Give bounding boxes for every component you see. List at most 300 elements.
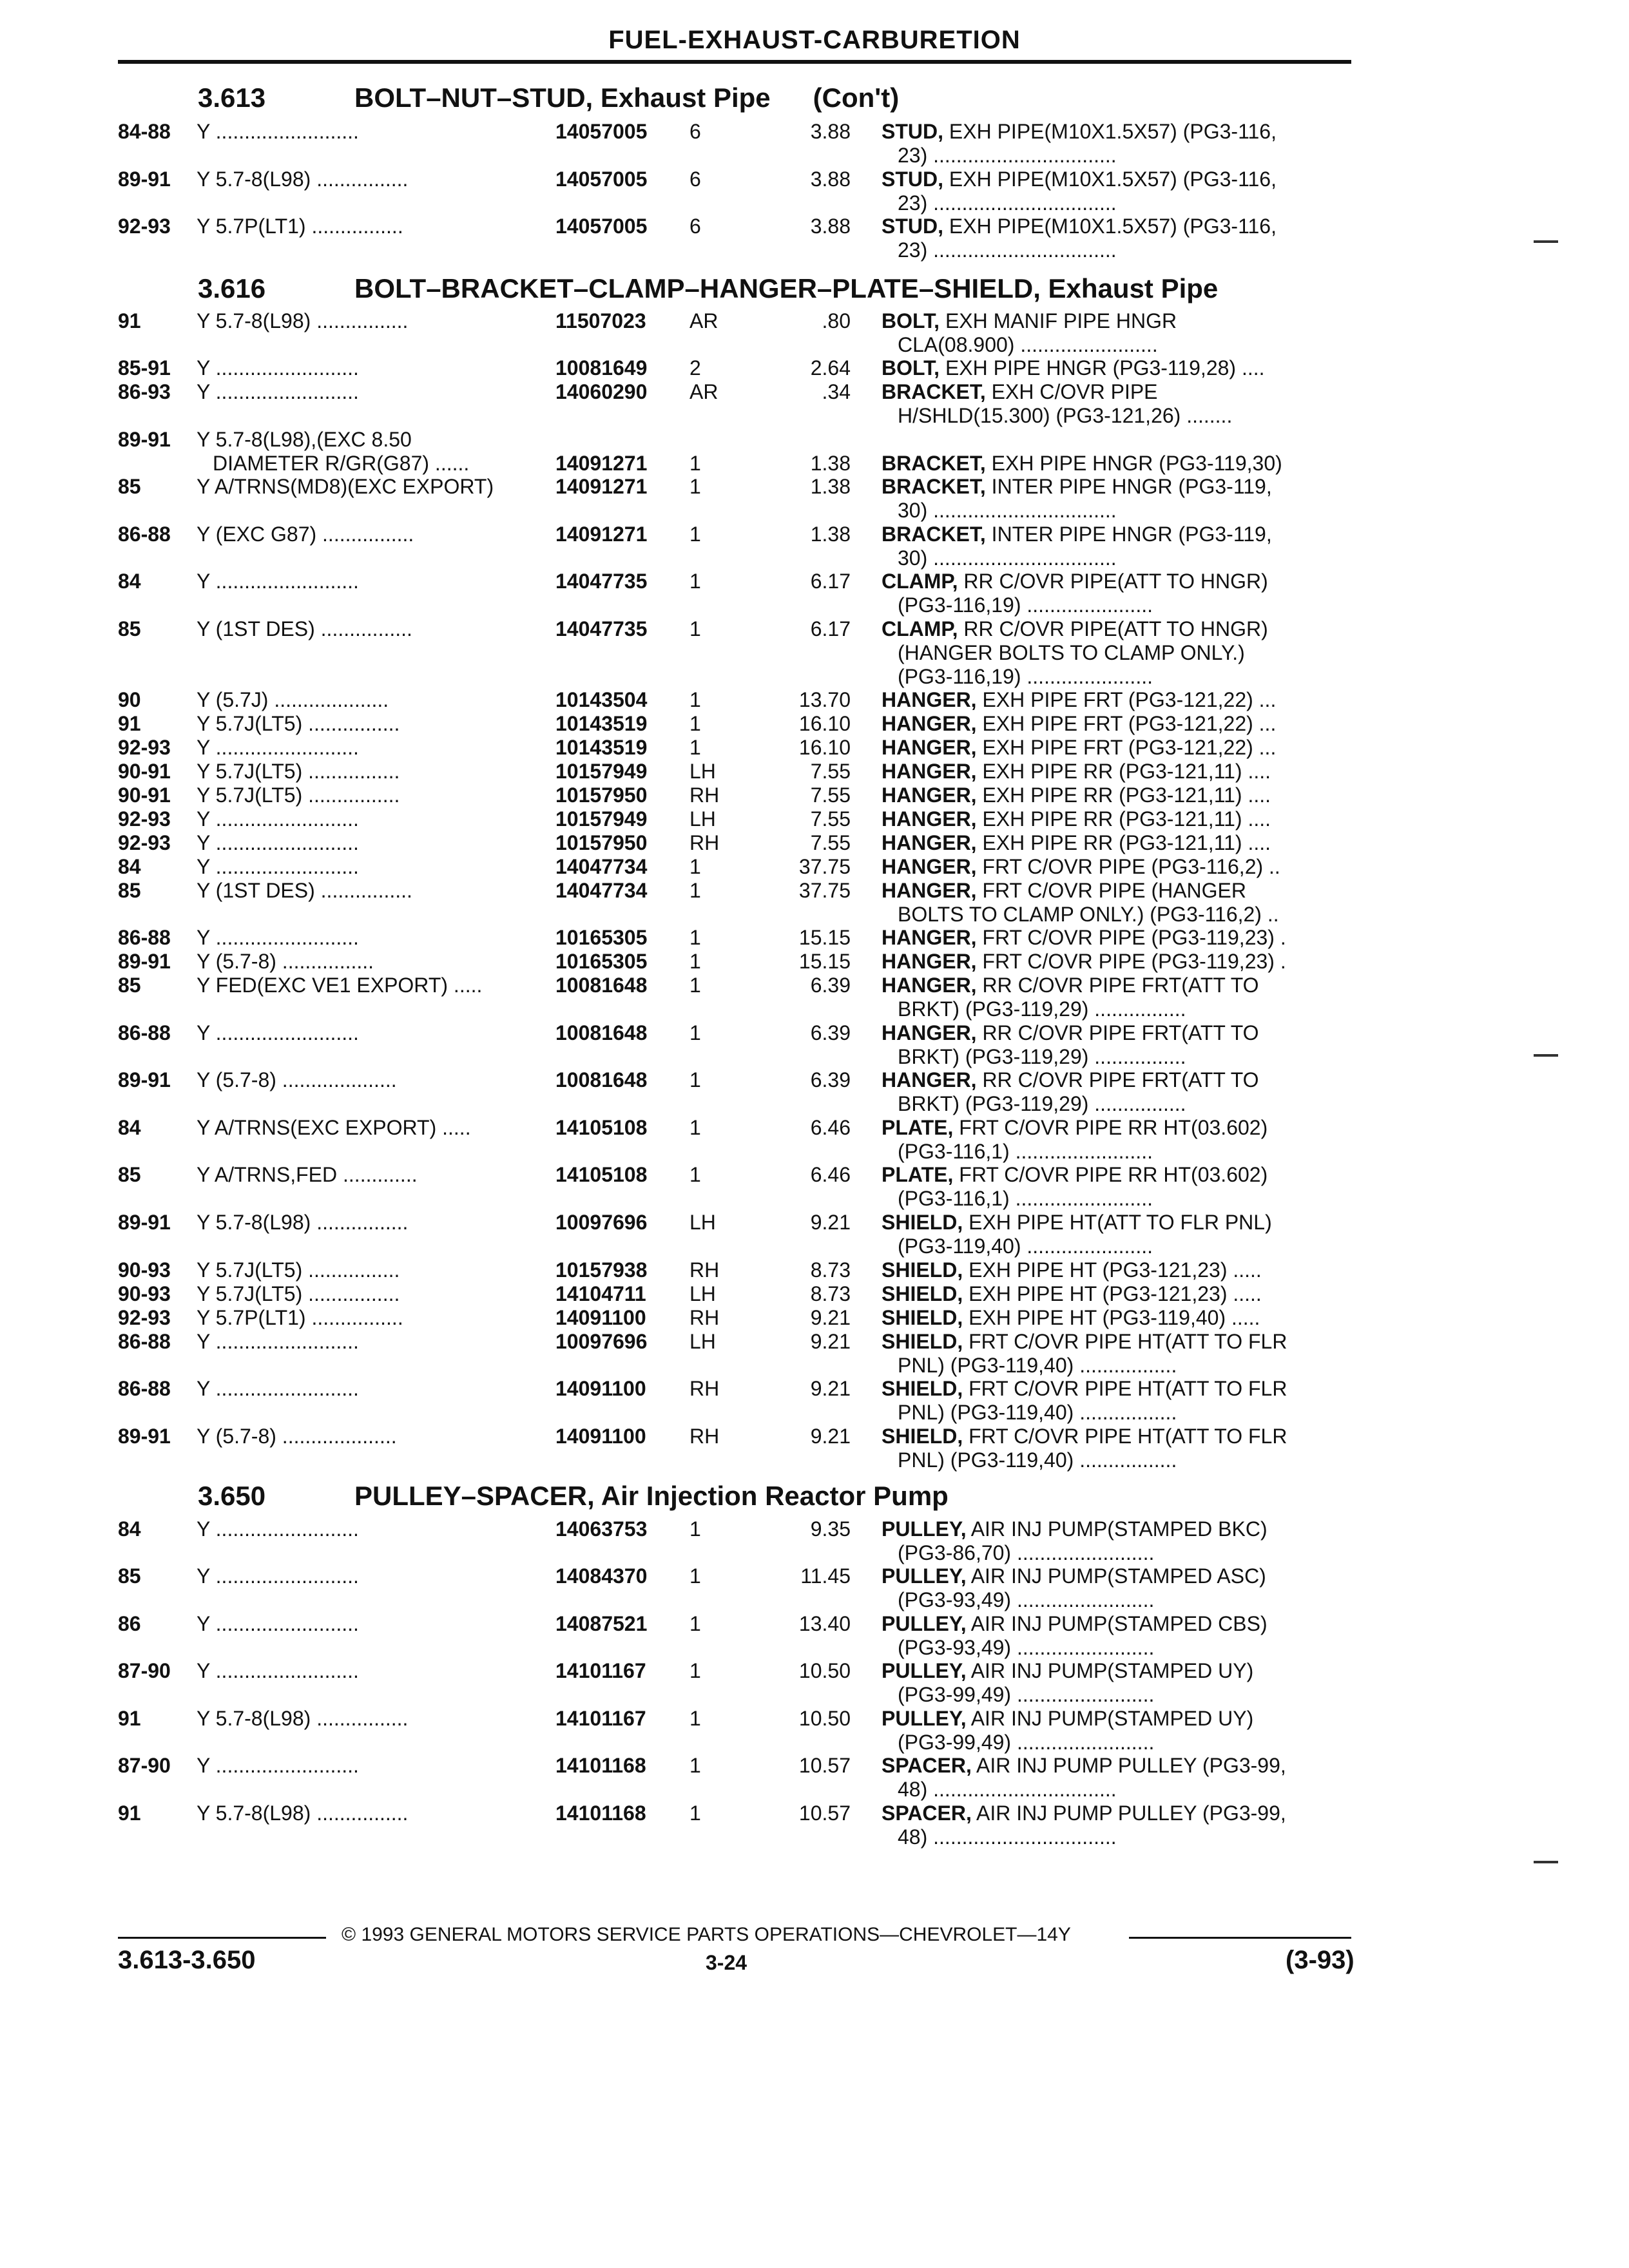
quantity: RH	[689, 831, 720, 854]
part-description	[898, 238, 1352, 262]
part-row	[0, 879, 1629, 927]
part-description	[882, 855, 1352, 879]
application: Y A/TRNS,FED .............	[197, 1163, 418, 1186]
description-text: 23) ................................	[898, 238, 1117, 262]
quantity: AR	[689, 380, 718, 403]
part-row	[0, 356, 1629, 380]
model-years: 90-93	[118, 1258, 171, 1282]
part-name: HANGER,	[882, 974, 977, 997]
part-number: 10165305	[555, 950, 648, 973]
footer-rule-left	[118, 1937, 326, 1939]
part-row	[0, 783, 1629, 807]
part-row	[0, 380, 1629, 428]
description-text: AIR INJ PUMP(STAMPED BKC)	[970, 1517, 1268, 1541]
model-years: 85	[118, 617, 141, 640]
part-number: 14091100	[555, 1425, 646, 1448]
application: Y .........................	[197, 1377, 359, 1400]
part-description	[882, 1659, 1352, 1683]
model-years: 89-91	[118, 1068, 171, 1091]
price: 6.39	[810, 1068, 851, 1091]
price: 1.38	[810, 452, 851, 475]
part-description	[898, 641, 1352, 665]
price: 6.17	[810, 570, 851, 593]
part-number: 10157950	[555, 783, 648, 807]
part-name: HANGER,	[882, 712, 977, 735]
price: .34	[822, 380, 851, 403]
part-description	[898, 546, 1352, 570]
price: 9.21	[810, 1211, 851, 1234]
part-description	[882, 688, 1352, 712]
model-years: 84	[118, 1517, 141, 1541]
part-number: 10157938	[555, 1258, 648, 1282]
part-row	[0, 309, 1629, 357]
description-text: EXH PIPE(M10X1.5X57) (PG3-116,	[949, 168, 1277, 191]
description-text: FRT C/OVR PIPE (PG3-119,23) .	[982, 950, 1286, 973]
description-text: EXH C/OVR PIPE	[991, 380, 1158, 403]
part-description	[882, 1564, 1352, 1588]
part-description	[882, 1377, 1352, 1401]
application: Y (EXC G87) ................	[197, 523, 414, 546]
model-years: 86-93	[118, 380, 171, 403]
part-description	[882, 736, 1352, 760]
description-text: EXH PIPE HNGR (PG3-119,30)	[991, 452, 1282, 475]
description-text: (PG3-119,40) ......................	[898, 1235, 1153, 1258]
part-row	[0, 688, 1629, 712]
section-title: BOLT–NUT–STUD, Exhaust Pipe (Con't)	[354, 82, 900, 113]
model-years: 92-93	[118, 215, 171, 238]
part-row	[0, 1330, 1629, 1378]
part-number: 14091271	[555, 475, 648, 498]
part-number: 14105108	[555, 1116, 648, 1139]
margin-mark	[1534, 1054, 1558, 1057]
description-text: EXH PIPE HNGR (PG3-119,28) ....	[945, 356, 1265, 380]
part-number: 14091271	[555, 523, 648, 546]
model-years: 91	[118, 309, 141, 332]
part-row	[0, 926, 1629, 950]
part-row	[0, 736, 1629, 760]
description-text: EXH PIPE HT (PG3-121,23) .....	[969, 1258, 1262, 1282]
model-years: 86-88	[118, 1021, 171, 1044]
price: 6.39	[810, 974, 851, 997]
description-text: EXH PIPE FRT (PG3-121,22) ...	[982, 688, 1277, 711]
quantity: 6	[689, 120, 701, 143]
quantity: 1	[689, 475, 701, 498]
part-description	[898, 499, 1352, 523]
model-years: 89-91	[118, 1211, 171, 1234]
part-row	[0, 475, 1629, 523]
application: Y (5.7-8) ....................	[197, 1068, 397, 1091]
part-row	[0, 950, 1629, 974]
price: 2.64	[810, 356, 851, 380]
description-text: EXH PIPE HT (PG3-121,23) .....	[969, 1282, 1262, 1305]
description-text: RR C/OVR PIPE FRT(ATT TO	[982, 1068, 1259, 1091]
model-years: 86-88	[118, 1330, 171, 1353]
quantity: 1	[689, 1163, 701, 1186]
description-text: (PG3-116,19) ......................	[898, 665, 1153, 688]
part-row	[0, 760, 1629, 783]
part-number: 10165305	[555, 926, 648, 949]
application: Y A/TRNS(EXC EXPORT) .....	[197, 1116, 471, 1139]
description-text: RR C/OVR PIPE(ATT TO HNGR)	[963, 617, 1268, 640]
model-years: 86-88	[118, 926, 171, 949]
description-text: (PG3-116,1) ........................	[898, 1140, 1153, 1163]
part-number: 10143519	[555, 712, 648, 735]
description-text: EXH PIPE RR (PG3-121,11) ....	[982, 760, 1271, 783]
model-years: 86-88	[118, 1377, 171, 1400]
section-number: 3.650	[198, 1481, 266, 1511]
price: 1.38	[810, 523, 851, 546]
quantity: 1	[689, 855, 701, 878]
part-description	[882, 1306, 1352, 1330]
description-text: BRKT) (PG3-119,29) ................	[898, 997, 1186, 1021]
part-description	[882, 1802, 1352, 1825]
price: 16.10	[798, 712, 851, 735]
part-name: SHIELD,	[882, 1282, 963, 1305]
application: Y 5.7-8(L98) ................	[197, 309, 409, 332]
price: 3.88	[810, 168, 851, 191]
margin-mark	[1534, 1861, 1558, 1863]
description-text: AIR INJ PUMP(STAMPED UY)	[970, 1707, 1254, 1730]
quantity: 1	[689, 926, 701, 949]
description-text: FRT C/OVR PIPE HT(ATT TO FLR	[969, 1425, 1287, 1448]
part-description	[882, 570, 1352, 593]
application: Y .........................	[197, 926, 359, 949]
quantity: LH	[689, 1282, 716, 1305]
application: Y A/TRNS(MD8)(EXC EXPORT)	[197, 475, 494, 498]
part-row	[0, 855, 1629, 879]
part-name: PULLEY,	[882, 1612, 967, 1635]
quantity: 1	[689, 1564, 701, 1588]
footer-edition: (3-93)	[1286, 1946, 1354, 1974]
part-description	[898, 404, 1352, 428]
part-name: BRACKET,	[882, 475, 986, 498]
part-name: BRACKET,	[882, 380, 986, 403]
part-number: 10157949	[555, 807, 648, 831]
part-description	[898, 1778, 1352, 1802]
part-row	[0, 1564, 1629, 1612]
description-text: EXH MANIF PIPE HNGR	[945, 309, 1177, 332]
description-text: FRT C/OVR PIPE RR HT(03.602)	[959, 1116, 1268, 1139]
price: 6.39	[810, 1021, 851, 1044]
part-description	[882, 452, 1352, 476]
price: 13.40	[798, 1612, 851, 1635]
price: 7.55	[810, 831, 851, 854]
part-row	[0, 523, 1629, 570]
part-description	[882, 1116, 1352, 1140]
part-description	[882, 1282, 1352, 1306]
model-years: 85	[118, 879, 141, 902]
part-number: 14047734	[555, 879, 648, 902]
part-description	[898, 593, 1352, 617]
part-description	[882, 1258, 1352, 1282]
part-name: PULLEY,	[882, 1517, 967, 1541]
application: Y .........................	[197, 1659, 359, 1682]
description-text: 30) ................................	[898, 546, 1117, 570]
description-text: EXH PIPE HT(ATT TO FLR PNL)	[969, 1211, 1272, 1234]
price: 16.10	[798, 736, 851, 759]
part-number: 14047735	[555, 570, 648, 593]
part-row	[0, 1659, 1629, 1707]
application: Y 5.7P(LT1) ................	[197, 215, 403, 238]
part-name: PULLEY,	[882, 1564, 967, 1588]
price: 9.21	[810, 1306, 851, 1329]
description-text: H/SHLD(15.300) (PG3-121,26) ........	[898, 404, 1233, 427]
part-row	[0, 1163, 1629, 1211]
application: Y 5.7-8(L98) ................	[197, 1211, 409, 1234]
quantity: 1	[689, 523, 701, 546]
part-description	[882, 168, 1352, 191]
price: 13.70	[798, 688, 851, 711]
part-name: STUD,	[882, 215, 943, 238]
price: 10.57	[798, 1802, 851, 1825]
part-description	[898, 665, 1352, 689]
part-row	[0, 712, 1629, 736]
description-text: EXH PIPE RR (PG3-121,11) ....	[982, 783, 1271, 807]
description-text: EXH PIPE RR (PG3-121,11) ....	[982, 807, 1271, 831]
description-text: (PG3-116,1) ........................	[898, 1187, 1153, 1210]
part-name: HANGER,	[882, 950, 977, 973]
part-row	[0, 1211, 1629, 1258]
application: Y 5.7J(LT5) ................	[197, 712, 400, 735]
quantity: 6	[689, 215, 701, 238]
model-years: 85	[118, 1564, 141, 1588]
price: 15.15	[798, 926, 851, 949]
application: Y (1ST DES) ................	[197, 617, 412, 640]
part-number: 14101167	[555, 1707, 646, 1730]
description-text: EXH PIPE HT (PG3-119,40) .....	[969, 1306, 1260, 1329]
quantity: 1	[689, 688, 701, 711]
part-number: 10097696	[555, 1211, 648, 1234]
part-description	[898, 997, 1352, 1021]
part-row	[0, 831, 1629, 855]
description-text: (PG3-86,70) ........................	[898, 1541, 1155, 1564]
part-description	[882, 1163, 1352, 1187]
part-description	[898, 1045, 1352, 1069]
part-name: SPACER,	[882, 1802, 972, 1825]
quantity: 1	[689, 1802, 701, 1825]
part-number: 14057005	[555, 168, 648, 191]
price: 7.55	[810, 783, 851, 807]
description-text: (PG3-93,49) ........................	[898, 1588, 1155, 1611]
part-description	[882, 783, 1352, 807]
application: Y .........................	[197, 1612, 359, 1635]
price: 37.75	[798, 855, 851, 878]
application: Y .........................	[197, 807, 359, 831]
part-description	[882, 1068, 1352, 1092]
margin-mark	[1534, 240, 1558, 243]
part-name: SHIELD,	[882, 1377, 963, 1400]
part-row	[0, 617, 1629, 689]
quantity: 1	[689, 1612, 701, 1635]
part-number: 14084370	[555, 1564, 648, 1588]
description-text: FRT C/OVR PIPE HT(ATT TO FLR	[969, 1330, 1287, 1353]
description-text: AIR INJ PUMP(STAMPED UY)	[970, 1659, 1254, 1682]
header-rule	[118, 60, 1351, 64]
part-description	[882, 309, 1352, 333]
part-name: PULLEY,	[882, 1707, 967, 1730]
model-years: 92-93	[118, 736, 171, 759]
quantity: RH	[689, 1377, 720, 1400]
part-name: STUD,	[882, 168, 943, 191]
quantity: 1	[689, 1068, 701, 1091]
part-description	[898, 1354, 1352, 1378]
part-row	[0, 570, 1629, 617]
model-years: 92-93	[118, 1306, 171, 1329]
model-years: 86	[118, 1612, 141, 1635]
application: Y 5.7J(LT5) ................	[197, 1258, 400, 1282]
part-number: 14060290	[555, 380, 648, 403]
model-years: 90	[118, 688, 141, 711]
model-years: 92-93	[118, 831, 171, 854]
part-row	[0, 1802, 1629, 1849]
part-name: HANGER,	[882, 831, 977, 854]
part-number: 14105108	[555, 1163, 648, 1186]
part-description	[882, 1707, 1352, 1731]
part-description	[882, 475, 1352, 499]
part-description	[882, 1211, 1352, 1235]
model-years: 91	[118, 712, 141, 735]
section-number: 3.613	[198, 82, 266, 113]
quantity: 1	[689, 617, 701, 640]
description-text: 23) ................................	[898, 191, 1117, 215]
part-row	[0, 807, 1629, 831]
part-row	[0, 120, 1629, 168]
quantity: RH	[689, 1306, 720, 1329]
part-row	[0, 1377, 1629, 1425]
part-row	[0, 1282, 1629, 1306]
part-description	[898, 1731, 1352, 1754]
part-number: 10143504	[555, 688, 648, 711]
quantity: 1	[689, 736, 701, 759]
part-description	[882, 879, 1352, 903]
part-description	[898, 1187, 1352, 1211]
price: 9.21	[810, 1377, 851, 1400]
part-name: SHIELD,	[882, 1330, 963, 1353]
description-text: 48) ................................	[898, 1825, 1117, 1849]
part-number: 10081649	[555, 356, 648, 380]
application: Y .........................	[197, 1754, 359, 1777]
section-title: PULLEY–SPACER, Air Injection Reactor Pump	[354, 1481, 949, 1511]
footer-rule-right	[1129, 1937, 1351, 1939]
part-description	[898, 144, 1352, 168]
part-description	[898, 191, 1352, 215]
model-years: 91	[118, 1707, 141, 1730]
price: 3.88	[810, 215, 851, 238]
model-years: 90-93	[118, 1282, 171, 1305]
part-number: 10157950	[555, 831, 648, 854]
part-description	[898, 1448, 1352, 1472]
part-name: SHIELD,	[882, 1425, 963, 1448]
part-number: 10081648	[555, 1021, 648, 1044]
price: 37.75	[798, 879, 851, 902]
part-description	[898, 1401, 1352, 1425]
part-name: HANGER,	[882, 1068, 977, 1091]
application: Y .........................	[197, 1330, 359, 1353]
part-name: SHIELD,	[882, 1306, 963, 1329]
quantity: 1	[689, 1754, 701, 1777]
description-text: FRT C/OVR PIPE (PG3-119,23) .	[982, 926, 1286, 949]
part-number: 14087521	[555, 1612, 648, 1635]
part-row	[0, 1306, 1629, 1330]
description-text: BOLTS TO CLAMP ONLY.) (PG3-116,2) ..	[898, 903, 1279, 926]
part-name: BOLT,	[882, 356, 940, 380]
price: 10.50	[798, 1659, 851, 1682]
description-text: CLA(08.900) ........................	[898, 333, 1158, 356]
part-description	[882, 1517, 1352, 1541]
part-number: 14057005	[555, 215, 648, 238]
part-name: CLAMP,	[882, 617, 958, 640]
footer-copyright: © 1993 GENERAL MOTORS SERVICE PARTS OPERATIONS—CHEVROLET—14Y	[342, 1924, 1071, 1945]
part-description	[882, 523, 1352, 546]
part-number: 10081648	[555, 1068, 648, 1091]
description-text: EXH PIPE FRT (PG3-121,22) ...	[982, 736, 1277, 759]
model-years: 86-88	[118, 523, 171, 546]
model-years: 87-90	[118, 1754, 171, 1777]
part-number: 14101168	[555, 1754, 646, 1777]
model-years: 84-88	[118, 120, 171, 143]
part-description	[898, 903, 1352, 927]
part-name: CLAMP,	[882, 570, 958, 593]
description-text: 23) ................................	[898, 144, 1117, 167]
part-row	[0, 1116, 1629, 1164]
part-name: HANGER,	[882, 688, 977, 711]
description-text: (HANGER BOLTS TO CLAMP ONLY.)	[898, 641, 1245, 664]
application: Y 5.7J(LT5) ................	[197, 1282, 400, 1305]
part-name: PLATE,	[882, 1163, 954, 1186]
part-name: HANGER,	[882, 783, 977, 807]
quantity: LH	[689, 760, 716, 783]
application: Y 5.7-8(L98) ................	[197, 168, 409, 191]
model-years: 85	[118, 475, 141, 498]
price: 7.55	[810, 807, 851, 831]
part-description	[898, 1092, 1352, 1116]
application: Y 5.7-8(L98) ................	[197, 1707, 409, 1730]
part-description	[898, 1636, 1352, 1660]
description-text: PNL) (PG3-119,40) .................	[898, 1354, 1177, 1377]
application: Y .........................	[197, 120, 359, 143]
part-name: HANGER,	[882, 807, 977, 831]
part-row	[0, 1754, 1629, 1802]
part-description	[882, 617, 1352, 641]
quantity: 1	[689, 879, 701, 902]
description-text: AIR INJ PUMP PULLEY (PG3-99,	[976, 1754, 1286, 1777]
model-years: 85	[118, 974, 141, 997]
description-text: 30) ................................	[898, 499, 1117, 522]
description-text: AIR INJ PUMP(STAMPED ASC)	[970, 1564, 1266, 1588]
quantity: 6	[689, 168, 701, 191]
description-text: RR C/OVR PIPE FRT(ATT TO	[982, 1021, 1259, 1044]
part-name: HANGER,	[882, 1021, 977, 1044]
part-name: BRACKET,	[882, 523, 986, 546]
description-text: PNL) (PG3-119,40) .................	[898, 1401, 1177, 1424]
model-years: 90-91	[118, 760, 171, 783]
price: 1.38	[810, 475, 851, 498]
price: 15.15	[798, 950, 851, 973]
application: DIAMETER R/GR(G87) ......	[213, 452, 470, 475]
application: Y .........................	[197, 831, 359, 854]
description-text: (PG3-99,49) ........................	[898, 1731, 1155, 1754]
quantity: 1	[689, 452, 701, 475]
description-text: EXH PIPE FRT (PG3-121,22) ...	[982, 712, 1277, 735]
part-description	[882, 950, 1352, 974]
part-name: BOLT,	[882, 309, 940, 332]
part-description	[882, 1330, 1352, 1354]
application: Y (5.7J) ....................	[197, 688, 389, 711]
model-years: 89-91	[118, 168, 171, 191]
price: 6.46	[810, 1163, 851, 1186]
description-text: (PG3-99,49) ........................	[898, 1683, 1155, 1706]
part-name: PULLEY,	[882, 1659, 967, 1682]
